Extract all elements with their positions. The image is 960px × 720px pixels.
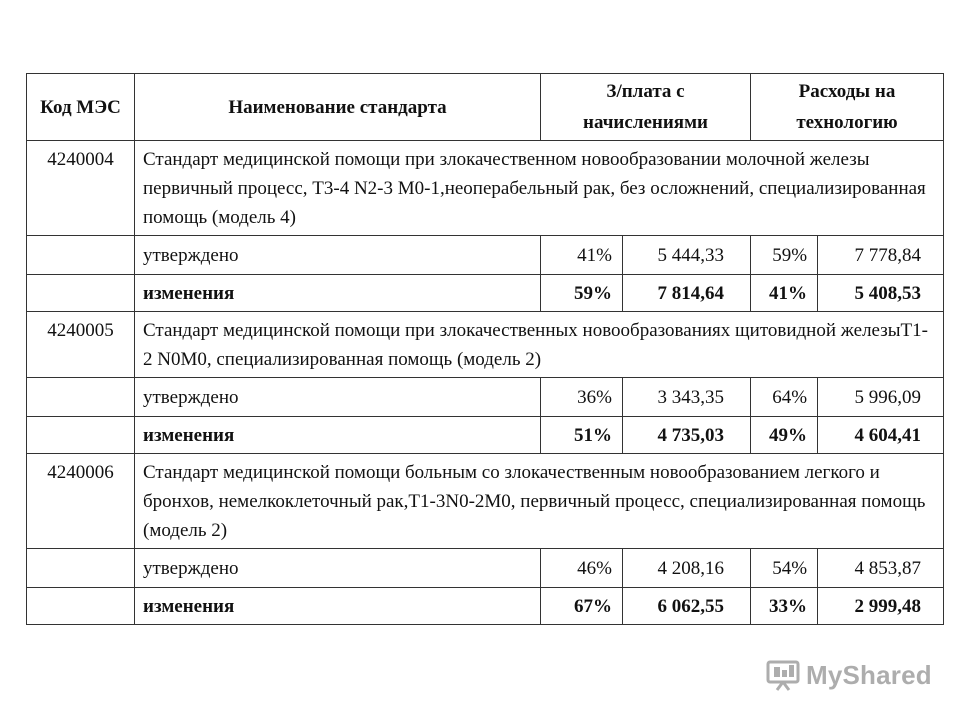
tech-percent: 59% (751, 236, 818, 275)
empty-cell (27, 417, 135, 454)
tech-amount: 2 999,48 (818, 588, 944, 625)
standard-row (27, 141, 944, 236)
tech-amount: 5 408,53 (818, 275, 944, 312)
standard-description: Стандарт медицинской помощи при злокачественных новообразованиях щитовидной железыТ1-2 N0M0, специализированная помощь (модель 2) (135, 312, 944, 378)
header-salary: З/плата с начислениями (541, 74, 751, 141)
changes-row (27, 417, 944, 454)
presentation-icon (766, 658, 800, 692)
approved-row (27, 549, 944, 588)
salary-amount: 6 062,55 (623, 588, 751, 625)
salary-amount: 3 343,35 (623, 378, 751, 417)
salary-percent: 46% (541, 549, 623, 588)
salary-percent: 59% (541, 275, 623, 312)
changes-label: изменения (135, 588, 541, 625)
standard-code: 4240004 (27, 141, 135, 236)
header-name: Наименование стандарта (135, 74, 541, 141)
approved-label: утверждено (135, 549, 541, 588)
tech-amount: 4 853,87 (818, 549, 944, 588)
standard-row (27, 454, 944, 549)
salary-percent: 67% (541, 588, 623, 625)
salary-percent: 41% (541, 236, 623, 275)
tech-percent: 64% (751, 378, 818, 417)
standard-description: Стандарт медицинской помощи при злокачественном новообразовании молочной железы первичный процесс, Т3-4 N2-3 M0-1,неоперабельный рак, без осложнений, специализированная помощь (модель 4) (135, 141, 944, 236)
salary-amount: 5 444,33 (623, 236, 751, 275)
approved-row (27, 378, 944, 417)
tech-amount: 5 996,09 (818, 378, 944, 417)
header-code: Код МЭС (27, 74, 135, 141)
standard-description: Стандарт медицинской помощи больным со злокачественным новообразованием легкого и бронхов, немелкоклеточный рак,Т1-3N0-2M0, первичный процесс, специализированная помощь (модель 2) (135, 454, 944, 549)
empty-cell (27, 549, 135, 588)
approved-label: утверждено (135, 236, 541, 275)
approved-label: утверждено (135, 378, 541, 417)
changes-label: изменения (135, 275, 541, 312)
header-row (27, 74, 944, 141)
watermark-text: MyShared (806, 659, 932, 690)
tech-percent: 49% (751, 417, 818, 454)
changes-row (27, 588, 944, 625)
changes-row (27, 275, 944, 312)
myshared-watermark (766, 658, 932, 692)
empty-cell (27, 378, 135, 417)
empty-cell (27, 236, 135, 275)
standard-code: 4240005 (27, 312, 135, 378)
salary-amount: 4 208,16 (623, 549, 751, 588)
standard-row (27, 312, 944, 378)
salary-amount: 7 814,64 (623, 275, 751, 312)
salary-percent: 36% (541, 378, 623, 417)
salary-amount: 4 735,03 (623, 417, 751, 454)
salary-percent: 51% (541, 417, 623, 454)
mes-standards-table (26, 73, 944, 625)
tech-amount: 4 604,41 (818, 417, 944, 454)
changes-label: изменения (135, 417, 541, 454)
approved-row (27, 236, 944, 275)
tech-amount: 7 778,84 (818, 236, 944, 275)
header-tech: Расходы на технологию (751, 74, 944, 141)
tech-percent: 41% (751, 275, 818, 312)
empty-cell (27, 275, 135, 312)
tech-percent: 33% (751, 588, 818, 625)
standard-code: 4240006 (27, 454, 135, 549)
empty-cell (27, 588, 135, 625)
tech-percent: 54% (751, 549, 818, 588)
